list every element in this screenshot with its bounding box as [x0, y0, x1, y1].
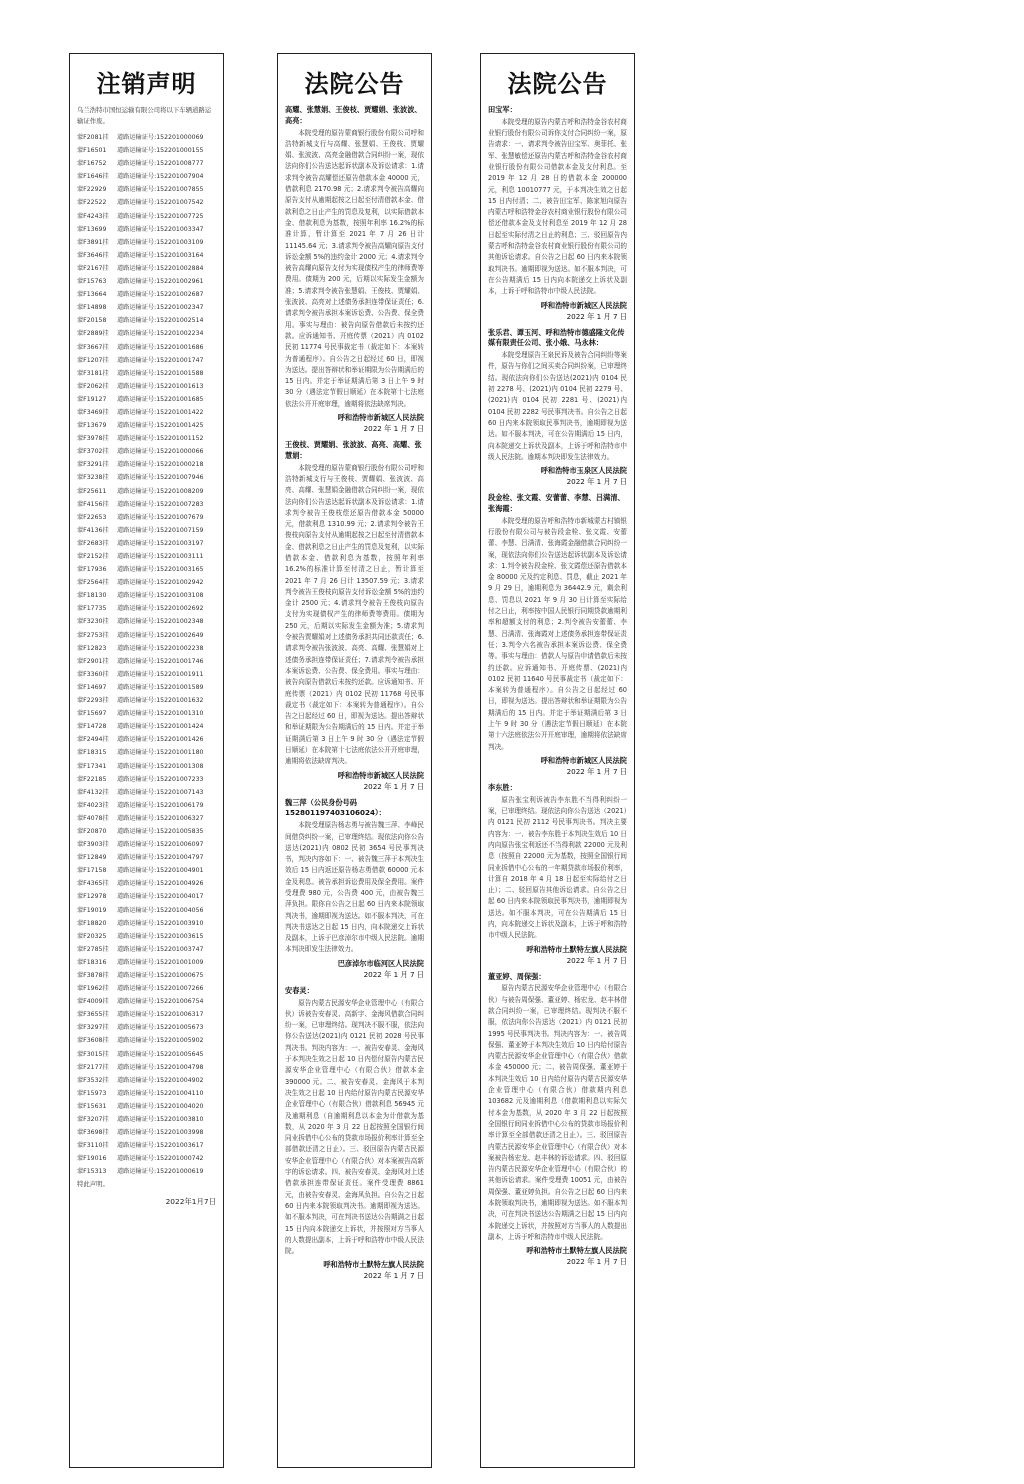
plate-number: 蒙F3608挂 — [77, 1037, 109, 1045]
plate-number: 蒙F3655挂 — [77, 1011, 109, 1019]
plate-number: 蒙F2167挂 — [77, 264, 109, 272]
plate-number: 蒙F3698挂 — [77, 1129, 109, 1137]
plate-number: 蒙F3702挂 — [77, 448, 109, 456]
court-notice — [488, 328, 627, 488]
plate-row — [77, 799, 216, 812]
transport-cert-number: 道路运输证号:152201002348 — [117, 618, 204, 626]
transport-cert-number: 道路运输证号:152201005902 — [117, 1037, 204, 1045]
plate-number: 蒙F2152挂 — [77, 553, 109, 560]
plate-number: 蒙F16501 — [77, 147, 107, 155]
plate-row — [77, 1113, 216, 1126]
transport-cert-number: 道路运输证号:152201002692 — [117, 605, 204, 613]
court-notice-title-2: 法院公告 — [507, 69, 608, 98]
cancellation-title: 注销声明 — [96, 69, 197, 98]
plate-number: 蒙F3181挂 — [77, 369, 109, 377]
plate-number: 蒙F15631 — [77, 1102, 107, 1110]
plate-number: 蒙F14697 — [77, 683, 107, 691]
transport-cert-number: 道路运输证号:152201007855 — [117, 186, 204, 194]
plate-number: 蒙F4156挂 — [77, 500, 109, 508]
transport-cert-number: 道路运输证号:152201006754 — [117, 998, 204, 1006]
plate-number: 蒙F20158 — [77, 317, 107, 325]
plate-number: 蒙F25611 — [77, 487, 107, 495]
plate-row — [77, 642, 216, 655]
court-notice — [488, 972, 627, 1268]
plate-row — [77, 812, 216, 825]
plate-row — [77, 995, 216, 1008]
plate-row — [77, 694, 216, 707]
cancellation-date: 2022年1月7日 — [165, 1196, 216, 1206]
plate-number: 蒙F2901挂 — [77, 657, 109, 665]
notice-court: 巴彦淖尔市临河区人民法院 — [337, 958, 424, 968]
transport-cert-number: 道路运输证号:152201001308 — [117, 762, 204, 770]
plate-row — [77, 786, 216, 799]
plate-row — [77, 563, 216, 576]
transport-cert-number: 道路运输证号:152201003615 — [117, 932, 204, 940]
plate-number: 蒙F22929 — [77, 186, 107, 194]
transport-cert-number: 道路运输证号:152201000675 — [117, 972, 204, 979]
plate-row — [77, 1074, 216, 1087]
plate-number: 蒙F20325 — [77, 932, 107, 940]
plate-row — [77, 969, 216, 982]
transport-cert-number: 道路运输证号:152201002238 — [117, 644, 204, 652]
court-notice-column-2 — [480, 53, 635, 1468]
plate-number: 蒙F3110挂 — [77, 1142, 109, 1150]
plate-number: 蒙F2062挂 — [77, 382, 109, 390]
plate-row — [77, 589, 216, 602]
plate-number: 蒙F1646挂 — [77, 173, 109, 181]
cancellation-footer: 特此声明。 — [77, 1179, 109, 1188]
notice-body: 原告内蒙古民源安华企业管理中心（有限合伙）与被告周保强、董亚婷、杨宏龙、赵丰林借款合同纠纷一案，已审理终结。现判决不服不服，依法向你公告送达（2021）内 0121 民初 1995 号民事判决书。判决内容为：一、被告周保强、董亚婷于本判决生效后 10 日内给付原告内蒙古民源安华企业管理中心（有限合伙）借款本金 450000 元；二、被告周保强、董亚婷于本判决生效后 10 日内给付原告内蒙古民源安华企业管理中心（有限合伙）借款期内利息 103682 元及逾期利息（借款期利息以实际欠付本金为基数，从 2020 年 3 月 22 日起按照全国银行间同业拆借中心公布的贷款市场报价利率计算至全部借款还清之日止）。三、驳回原告内蒙古民源安华企业管理中心（有限合伙）对本案被告杨宏龙、赵丰林的诉讼请求。四、驳回原告内蒙古民源安华企业管理中心（有限合伙）的其他诉讼请求。案件受理费 10051 元，由被告周保强、董亚婷负担。自公告之日起 60 日内来本院领取判决书，逾期即视为送达。如不服本判决，可在判决书送达公告期满之日起 15 日内向本院递交上诉状，并按照对方当事人的人数提出副本，上诉于呼和浩特市中级人民法院。 — [488, 984, 627, 1241]
notice-body: 本院受理的原告蒙商银行股份有限公司呼和浩特新城支行与高耀、张慧娟、王俊枝、贾耀娟、张波波、高亮金融借款合同纠纷一案，现依法向你们公告送达起诉状副本及诉讼请求：1.请求判令被告高耀偿还原告借款本金 40000 元，借款利息 2170.98 元；2.请求判令被告高耀向原告支付从逾期起按之日起至付清借款本金、借款利息之日止产生的罚息及复利，以实际借款本金、借款利息为基数，按照年利率 16.2%的标准计算，暂计算至 2021 年 7 月 26 日计 11145.64 元；3.请求判令被告高耀向原告支付诉讼金额 5%的违约金计 2000 元；4.请求判令被告高耀向原告支付为实现债权产生的律师费等费用。债期为 200 元，后期以实际发生金额为准；5.请求判令被告张慧娟、王俊枝、贾耀娟、张波波、高亮对上述债务承担连带保证责任；6.请求判令被告承担本案诉讼费、公告费、保全费用。事实与理由：被告向原告借款后未按约还款。应诉通知书、开庭传票（2021）内 0102 民初 11774 号民事裁定书（裁定如下：本案转为普通程序）。自公告之日起经过 60 日，即视为送达。提出答辩状和举证期限为公告期满后的 15 日内。并定于举证期满后第 3 日上午 9 时 30 分（遇法定节假日顺延）在本院第十七法庭依法公开开庭审理，逾期将依法缺席判决。 — [285, 128, 424, 408]
transport-cert-number: 道路运输证号:152201004020 — [117, 1102, 204, 1110]
notice-body: 本院受理原告王泉民诉及被告合同纠纷等案件，原告与你们之间买卖合同纠纷案，已审理终结。现依法向你们公告送达(2021)内 0104 民初 2278 号、(2021)内 0104 民初 2279 号、(2021)内 0104 民初 2281 号、(2021)内 0104 民初 2282 号民事判决书。自公告之日起 60 日内来本院领取民事判决书，逾期即视为送达。如不服本判决，可在公告期满后 15 日内，向本院递交上诉状及副本，上诉于呼和浩特市中级人民法院。逾期本判决即发生法律效力。 — [488, 351, 627, 461]
notice-party: 高耀、张慧娟、王俊枝、贾耀娟、张波波、高亮： — [285, 105, 422, 125]
notice-date: 2022 年 1 月 7 日 — [363, 424, 424, 434]
transport-cert-number: 道路运输证号:152201003165 — [117, 566, 204, 574]
court-notice-title-1: 法院公告 — [304, 69, 405, 98]
transport-cert-number: 道路运输证号:152201008209 — [117, 487, 204, 495]
plate-row — [77, 838, 216, 851]
plate-number: 蒙F19127 — [77, 395, 107, 403]
transport-cert-number: 道路运输证号:152201000069 — [117, 134, 204, 141]
plate-number: 蒙F12823 — [77, 644, 107, 652]
plate-number: 蒙F12849 — [77, 854, 107, 862]
transport-cert-number: 道路运输证号:152201001426 — [117, 736, 204, 744]
transport-cert-number: 道路运输证号:152201001685 — [117, 395, 204, 403]
plate-number: 蒙F2494挂 — [77, 736, 109, 744]
notice-court: 呼和浩特市土默特左旗人民法院 — [323, 1260, 424, 1270]
notice-date: 2022 年 1 月 7 日 — [566, 477, 627, 487]
plate-row — [77, 393, 216, 406]
transport-cert-number: 道路运输证号:152201001686 — [117, 343, 204, 351]
plate-row — [77, 943, 216, 956]
plate-row — [77, 327, 216, 340]
court-notice — [488, 493, 627, 777]
notice-body: 原告内蒙古民源安华企业管理中心（有限合伙）诉被告安春灵、高新宇、金海风借款合同纠纷一案，已审理终结。现判决不服不服，依法向你公告送达(2021)内 0121 民初 2028 号民事判决书。判决内容为：一、被告安春灵、金海风于本判决生效之日起 10 日内偿付原告内蒙古民源安华企业管理中心（有限合伙）借款本金 390000 元。二、被告安春灵、金海风于本判决生效之日起 10 日内给付原告内蒙古民源安华企业管理中心（有限合伙）借款利息 56945 元及逾期利息（自逾期利息以本金为计借款为基数，从 2020 年 3 月 22 日起按照全国银行间同业拆借中心公布的贷款市场报价利率计算至全部借款还清之日止）。三、驳回原告内蒙古民源安华企业管理中心（有限合伙）对本案被告高新宇的诉讼请求。四、被告安春灵、金海风对上述借款承担连带保证责任。案件受理费 8861 元，由被告安春灵、金海风负担。自公告之日起 60 日内来本院领取判决书。逾期即视为送达。如不服本判决，可在判决书送达公告期满之日起 15 日内向本院递交上诉状，并按照对方当事人的人数提出副本，上诉于呼和浩特市中级人民法院。 — [285, 998, 424, 1256]
plate-number: 蒙F20870 — [77, 827, 107, 835]
court-notice — [285, 798, 424, 980]
plate-number: 蒙F3646挂 — [77, 251, 109, 259]
transport-cert-number: 道路运输证号:152201004017 — [117, 893, 204, 901]
court-notice — [285, 440, 424, 792]
notice-party: 张乐君、谭玉河、呼和浩特市德盛隆文化传媒有限责任公司、张小娥、马永林： — [488, 327, 625, 348]
plate-number: 蒙F3015挂 — [77, 1050, 109, 1058]
plate-row — [77, 1087, 216, 1100]
notice-court: 呼和浩特市新城区人民法院 — [337, 770, 424, 780]
plate-row — [77, 1021, 216, 1034]
transport-cert-number: 道路运输证号:152201007679 — [117, 513, 204, 521]
court-notice — [488, 105, 627, 322]
notice-party: 董亚婷、周保强： — [488, 971, 546, 981]
transport-cert-number: 道路运输证号:152201002884 — [117, 264, 204, 272]
plate-row — [77, 471, 216, 484]
notice-list-1 — [285, 105, 424, 1281]
transport-cert-number: 道路运输证号:152201006179 — [117, 801, 204, 809]
plate-row — [77, 681, 216, 694]
plate-number: 蒙F3469挂 — [77, 408, 109, 416]
plate-number: 蒙F19016 — [77, 1155, 107, 1163]
plate-row — [77, 196, 216, 209]
plate-number: 蒙F13699 — [77, 225, 107, 233]
transport-cert-number: 道路运输证号:152201003998 — [117, 1129, 204, 1137]
transport-cert-number: 道路运输证号:152201004902 — [117, 1076, 204, 1084]
court-notice — [285, 986, 424, 1282]
cancellation-intro: 乌兰浩特市国恒运输有限公司将以下车辆道路运输证作废。 — [77, 106, 212, 125]
transport-cert-number: 道路运输证号:152201005835 — [117, 827, 204, 835]
plate-row — [77, 1034, 216, 1047]
transport-cert-number: 道路运输证号:152201002347 — [117, 304, 204, 312]
plate-number: 蒙F22185 — [77, 775, 107, 783]
transport-cert-number: 道路运输证号:152201003810 — [117, 1116, 204, 1124]
plate-row — [77, 1008, 216, 1021]
plate-number: 蒙F3360挂 — [77, 670, 109, 678]
plate-row — [77, 249, 216, 262]
plate-number: 蒙F3532挂 — [77, 1076, 109, 1084]
transport-cert-number: 道路运输证号:152201000155 — [117, 147, 204, 155]
transport-cert-number: 道路运输证号:152201007904 — [117, 173, 204, 181]
plate-row — [77, 550, 216, 563]
notice-court: 呼和浩特市新城区人民法院 — [540, 755, 627, 765]
plate-row — [77, 157, 216, 170]
plate-row — [77, 602, 216, 615]
plate-row — [77, 1152, 216, 1165]
transport-cert-number: 道路运输证号:152201003910 — [117, 919, 204, 927]
transport-cert-number: 道路运输证号:152201004110 — [117, 1089, 204, 1097]
transport-cert-number: 道路运输证号:152201001152 — [117, 435, 204, 443]
plate-row — [77, 825, 216, 838]
notice-court: 呼和浩特市新城区人民法院 — [540, 300, 627, 310]
transport-cert-number: 道路运输证号:152201001425 — [117, 422, 204, 430]
transport-cert-number: 道路运输证号:152201001588 — [117, 369, 204, 377]
transport-cert-number: 道路运输证号:152201002514 — [117, 317, 204, 325]
notice-date: 2022 年 1 月 7 日 — [566, 311, 627, 321]
cancellation-notice-column — [69, 53, 224, 1468]
plate-number: 蒙F3903挂 — [77, 841, 109, 849]
transport-cert-number: 道路运输证号:152201004926 — [117, 880, 204, 888]
plate-row — [77, 1165, 216, 1178]
plate-row — [77, 445, 216, 458]
plate-row — [77, 406, 216, 419]
plate-number: 蒙F22522 — [77, 199, 107, 207]
transport-cert-number: 道路运输证号:152201003347 — [117, 225, 204, 233]
court-notice — [285, 105, 424, 434]
plate-number: 蒙F18130 — [77, 592, 107, 600]
plate-number: 蒙F17341 — [77, 762, 107, 770]
plate-row — [77, 511, 216, 524]
plate-number: 蒙F22653 — [77, 513, 107, 521]
transport-cert-number: 道路运输证号:152201007542 — [117, 199, 204, 207]
plate-row — [77, 982, 216, 995]
plate-number: 蒙F19019 — [77, 906, 107, 914]
transport-cert-number: 道路运输证号:152201001589 — [117, 683, 204, 691]
plate-row — [77, 615, 216, 628]
transport-cert-number: 道路运输证号:152201003164 — [117, 251, 204, 259]
notice-court: 呼和浩特市新城区人民法院 — [337, 413, 424, 423]
plate-number: 蒙F18316 — [77, 958, 107, 966]
transport-cert-number: 道路运输证号:152201006317 — [117, 1011, 204, 1019]
transport-cert-number: 道路运输证号:152201000742 — [117, 1155, 204, 1163]
transport-cert-number: 道路运输证号:152201007266 — [117, 985, 204, 993]
notice-court: 呼和浩特市土默特左旗人民法院 — [526, 944, 627, 954]
transport-cert-number: 道路运输证号:152201008777 — [117, 160, 204, 168]
plate-number: 蒙F13664 — [77, 291, 107, 299]
notice-body: 原告张宝利诉被告李东胜不当得利纠纷一案，已审理终结。现依法向你公告送达（2021）内 0121 民初 2112 号民事判决书。判决主要内容为：一、被告李东胜于本判决生效后 10 日内向原告张宝利返还不当得利款 22000 元及利息（按照自 22000 元为基数，按照全国银行间同业拆借中心公布的一年期贷款市场报价利率，计算自 2018 年 4 月 18 日起至实际给付之日止）；二、驳回原告其他诉讼请求。自公告之日起 60 日内来本院领取民事判决书，逾期即视为送达。如不服本判决，可在公告期满后 15 日内，向本院递交上诉状及副本，上诉于呼和浩特市中级人民法院。 — [488, 795, 627, 940]
plate-number: 蒙F3230挂 — [77, 618, 109, 626]
plate-number: 蒙F14728 — [77, 723, 107, 731]
plate-row — [77, 524, 216, 537]
plate-row — [77, 314, 216, 327]
plate-row — [77, 707, 216, 720]
transport-cert-number: 道路运输证号:152201004798 — [117, 1063, 204, 1071]
plate-number: 蒙F2889挂 — [77, 330, 109, 338]
transport-cert-number: 道路运输证号:152201004797 — [117, 854, 204, 862]
plate-number: 蒙F4132挂 — [77, 788, 109, 796]
transport-cert-number: 道路运输证号:152201001180 — [117, 749, 204, 757]
notice-list-2 — [488, 105, 627, 1267]
transport-cert-number: 道路运输证号:152201004901 — [117, 867, 204, 875]
plate-number: 蒙F15763 — [77, 278, 107, 286]
plate-list — [77, 131, 216, 1179]
transport-cert-number: 道路运输证号:152201002649 — [117, 631, 204, 639]
transport-cert-number: 道路运输证号:152201003109 — [117, 238, 204, 246]
transport-cert-number: 道路运输证号:152201002942 — [117, 579, 204, 587]
plate-row — [77, 668, 216, 681]
court-notice-column-1 — [277, 53, 432, 1468]
plate-number: 蒙F3878挂 — [77, 972, 109, 979]
transport-cert-number: 道路运输证号:152201001747 — [117, 356, 204, 364]
notice-date: 2022 年 1 月 7 日 — [363, 781, 424, 791]
plate-number: 蒙F18820 — [77, 919, 107, 927]
transport-cert-number: 道路运输证号:152201001613 — [117, 382, 204, 390]
plate-number: 蒙F4243挂 — [77, 212, 109, 220]
plate-row — [77, 733, 216, 746]
transport-cert-number: 道路运输证号:152201006327 — [117, 814, 204, 822]
plate-number: 蒙F15313 — [77, 1168, 107, 1176]
transport-cert-number: 道路运输证号:152201001746 — [117, 657, 204, 665]
transport-cert-number: 道路运输证号:152201002234 — [117, 330, 204, 338]
plate-row — [77, 537, 216, 550]
plate-row — [77, 1061, 216, 1074]
notice-party: 魏三萍（公民身份号码 152801197403106024）： — [285, 797, 386, 818]
notice-date: 2022 年 1 月 7 日 — [566, 1257, 627, 1267]
plate-row — [77, 629, 216, 642]
plate-row — [77, 1048, 216, 1061]
plate-number: 蒙F17936 — [77, 566, 107, 574]
plate-number: 蒙F4365挂 — [77, 880, 109, 888]
transport-cert-number: 道路运输证号:152201003617 — [117, 1142, 204, 1150]
transport-cert-number: 道路运输证号:152201002961 — [117, 278, 204, 286]
plate-row — [77, 1126, 216, 1139]
plate-row — [77, 1139, 216, 1152]
plate-row — [77, 576, 216, 589]
transport-cert-number: 道路运输证号:152201003747 — [117, 945, 204, 953]
notice-party: 王俊枝、贾耀娟、张波波、高亮、高耀、张慧娟： — [285, 440, 422, 460]
transport-cert-number: 道路运输证号:152201001422 — [117, 408, 204, 416]
notice-party: 安春灵： — [285, 985, 314, 995]
plate-row — [77, 956, 216, 969]
plate-number: 蒙F4009挂 — [77, 998, 109, 1006]
plate-number: 蒙F2753挂 — [77, 631, 109, 639]
plate-row — [77, 851, 216, 864]
plate-number: 蒙F4023挂 — [77, 801, 109, 809]
plate-number: 蒙F4136挂 — [77, 526, 109, 534]
transport-cert-number: 道路运输证号:152201000619 — [117, 1168, 204, 1176]
plate-row — [77, 485, 216, 498]
notice-date: 2022 年 1 月 7 日 — [566, 766, 627, 776]
plate-number: 蒙F14898 — [77, 304, 107, 312]
plate-row — [77, 773, 216, 786]
plate-number: 蒙F2293挂 — [77, 697, 109, 705]
plate-row — [77, 275, 216, 288]
plate-row — [77, 236, 216, 249]
plate-number: 蒙F2785挂 — [77, 945, 109, 953]
notice-party: 李东胜： — [488, 782, 517, 792]
plate-row — [77, 1100, 216, 1113]
plate-row — [77, 746, 216, 759]
transport-cert-number: 道路运输证号:152201000218 — [117, 461, 204, 469]
plate-row — [77, 655, 216, 668]
plate-number: 蒙F3297挂 — [77, 1024, 109, 1032]
plate-number: 蒙F3978挂 — [77, 435, 109, 443]
plate-row — [77, 131, 216, 144]
transport-cert-number: 道路运输证号:152201001632 — [117, 697, 204, 705]
notice-date: 2022 年 1 月 7 日 — [566, 955, 627, 965]
transport-cert-number: 道路运输证号:152201001310 — [117, 710, 204, 718]
plate-row — [77, 262, 216, 275]
plate-row — [77, 367, 216, 380]
transport-cert-number: 道路运输证号:152201003108 — [117, 592, 204, 600]
plate-row — [77, 432, 216, 445]
transport-cert-number: 道路运输证号:152201001009 — [117, 958, 204, 966]
plate-row — [77, 917, 216, 930]
plate-number: 蒙F2081挂 — [77, 134, 109, 141]
notice-date: 2022 年 1 月 7 日 — [363, 1271, 424, 1281]
notice-body: 本院受理的原告呼和浩特市新城蒙古村镇银行股份有限公司与被告段金栓、张文霞、安蕾蕾、李慧、吕满清、张海霞金融借款合同纠纷一案，现依法向你们公告送达起诉状副本及诉讼请求：1.判令被告段金栓、张文霞偿还原告借款本金 80000 元及约定利息、罚息，截止 2021 年 9 月 29 日，逾期利息为 36442.9 元，剩余利息、罚息以 2021 年 9 月 30 日计算至实际给付之日止，利率按中国人民银行同期贷款逾期利率和超额支付的利息；2.判令被告安蕾蕾、李慧、吕满清、张海霞对上述债务承担连带保证责任；3.判令六名被告承担本案诉讼费、保全费等。事实与理由：借款人与原告申请借款后未按约还款。应诉通知书、开庭传票、(2021)内 0102 民初 11640 号民事裁定书（裁定如下：本案转为普通程序）。自公告之日起经过 60 日，即视为送达。提出答辩状和举证期限为公告期满后的 15 日内。并定于举证期满后第 3 日上午 9 时 30 分（遇法定节假日顺延）在本院第十六法庭依法公开开庭审理，逾期将依法缺席判决。 — [488, 516, 627, 751]
plate-number: 蒙F1207挂 — [77, 356, 109, 364]
notice-party: 段金栓、张文霞、安蕾蕾、李慧、吕满清、张海霞： — [488, 493, 625, 513]
transport-cert-number: 道路运输证号:152201001911 — [117, 670, 204, 678]
transport-cert-number: 道路运输证号:152201007725 — [117, 212, 204, 220]
plate-row — [77, 419, 216, 432]
plate-number: 蒙F2683挂 — [77, 539, 109, 547]
plate-number: 蒙F12978 — [77, 893, 107, 901]
plate-number: 蒙F17735 — [77, 605, 107, 613]
plate-row — [77, 183, 216, 196]
plate-row — [77, 301, 216, 314]
notice-body: 本院受理原告杨志勇与被告魏三萍、李峰民间借贷纠纷一案，已审理终结。现依法向你公告送达(2021)内 0802 民初 3654 号民事判决书，判决内容如下：一、被告魏三萍于本判决生效后 15 日内返还原告杨志勇借款 60000 元本金及利息。被告承担诉讼费用及保全费用。案件受理费 980 元，公告费 400 元，由被告魏三萍负担。限你自公告之日起 60 日内来本院领取判决书，逾期即视为送达。如不服本判决，可在判决书送达之日起 15 日内，向本院递交上诉状及副本，上诉于巴彦淖尔市中级人民法院。逾期本判决即发生法律效力。 — [285, 821, 424, 954]
plate-row — [77, 904, 216, 917]
transport-cert-number: 道路运输证号:152201001424 — [117, 723, 204, 731]
notice-court: 呼和浩特市玉泉区人民法院 — [540, 466, 627, 476]
transport-cert-number: 道路运输证号:152201005645 — [117, 1050, 204, 1058]
transport-cert-number: 道路运输证号:152201004056 — [117, 906, 204, 914]
plate-number: 蒙F2564挂 — [77, 579, 109, 587]
transport-cert-number: 道路运输证号:152201007143 — [117, 788, 204, 796]
plate-row — [77, 720, 216, 733]
transport-cert-number: 道路运输证号:152201002687 — [117, 291, 204, 299]
plate-row — [77, 864, 216, 877]
transport-cert-number: 道路运输证号:152201007159 — [117, 526, 204, 534]
transport-cert-number: 道路运输证号:152201007283 — [117, 500, 204, 508]
court-notice — [488, 783, 627, 966]
plate-row — [77, 877, 216, 890]
plate-number: 蒙F3207挂 — [77, 1116, 109, 1124]
notice-body: 本院受理的原告内蒙古呼和浩特金谷农村商业银行股份有限公司诉你支付合同纠纷一案，原告请求：一、请求判令被告田宝军、奥菲托、张军、张慧敏偿还原告内蒙古呼和浩特金谷农村商业银行股份有限公司借款本金及支付利息。至 2019 年 12 月 28 日的借款本金 200000 元，利息 10010777 元，于本判决生效之日起 15 日内付清；二、被告田宝军、陈家旭向原告内蒙古呼和浩特金谷农村商业银行股份有限公司偿还借款本金及支付利息至 2019 年 12 月 28 日起至实际付清之日止的利息；三、驳回原告内蒙古呼和浩特金谷农村商业银行股份有限公司的其他诉讼请求。自公告之日起 60 日内来本院领取判决书。逾期即视为送达。如不服本判决，可在公告期满后 15 日内向本院递交上诉状及副本，上诉于呼和浩特市中级人民法院。 — [488, 117, 627, 296]
plate-number: 蒙F2177挂 — [77, 1063, 109, 1071]
transport-cert-number: 道路运输证号:152201007946 — [117, 474, 204, 482]
plate-row — [77, 170, 216, 183]
transport-cert-number: 道路运输证号:152201006097 — [117, 841, 204, 849]
transport-cert-number: 道路运输证号:152201007233 — [117, 775, 204, 783]
transport-cert-number: 道路运输证号:152201003197 — [117, 539, 204, 547]
transport-cert-number: 道路运输证号:152201003111 — [117, 553, 204, 560]
plate-number: 蒙F3891挂 — [77, 238, 109, 246]
notice-court: 呼和浩特市土默特左旗人民法院 — [526, 1246, 627, 1256]
notice-date: 2022 年 1 月 7 日 — [363, 969, 424, 979]
plate-number: 蒙F15973 — [77, 1089, 107, 1097]
plate-number: 蒙F4078挂 — [77, 814, 109, 822]
notice-party: 田宝军： — [488, 105, 517, 114]
plate-row — [77, 890, 216, 903]
plate-row — [77, 341, 216, 354]
plate-row — [77, 380, 216, 393]
plate-number: 蒙F16752 — [77, 160, 107, 168]
plate-number: 蒙F3667挂 — [77, 343, 109, 351]
plate-number: 蒙F17158 — [77, 867, 107, 875]
plate-number: 蒙F13679 — [77, 422, 107, 430]
plate-row — [77, 288, 216, 301]
plate-number: 蒙F3291挂 — [77, 461, 109, 469]
plate-row — [77, 458, 216, 471]
plate-row — [77, 760, 216, 773]
plate-number: 蒙F1962挂 — [77, 985, 109, 993]
plate-row — [77, 930, 216, 943]
transport-cert-number: 道路运输证号:152201000066 — [117, 448, 204, 456]
plate-row — [77, 210, 216, 223]
transport-cert-number: 道路运输证号:152201005673 — [117, 1024, 204, 1032]
plate-row — [77, 354, 216, 367]
plate-row — [77, 223, 216, 236]
plate-number: 蒙F15697 — [77, 710, 107, 718]
notice-body: 本院受理的原告蒙商银行股份有限公司呼和浩特新城支行与王俊枝、贾耀娟、张波波、高亮、高耀、张慧娟金融借款合同纠纷一案，现依法向你们公告送达起诉状副本及诉讼请求：1.请求判令被告王俊枝偿还原告借款本金 50000 元，借款利息 1310.99 元；2.请求判令被告王俊枝向原告支付从逾期起按之日起至付清借款本金、借款利息之日止产生的罚息及复利，以实际借款本金、借款利息为基数，按照年利率 16.2%的标准计算至付清之日止，暂计算至 2021 年 7 月 26 日计 13507.59 元；3.请求判令被告王俊枝向原告支付诉讼金额 5%的违约金计 2500 元；4.请求判令被告王俊枝向原告支付为实现债权产生的律师费等费用。债期为 250 元，后期以实际发生金额为准；5.请求判令被告贾耀娟对上述债务承担共同还款责任；6.请求判令被告张波波、高亮、高耀、张慧娟对上述债务承担连带保证责任；7.请求判令被告承担本案诉讼费、公告费、保全费用。事实与理由：被告向原告借款后未按约还款。应诉通知书、开庭传票（2021）内 0102 民初 11768 号民事裁定书（裁定如下：本案转为普通程序）。自公告之日起经过 60 日，即视为送达。提出答辩状和举证期限为公告期满后的 15 日内。并定于举证期满后第 3 日上午 9 时 30 分（遇法定节假日顺延）在本院第十七法庭依法公开开庭审理，逾期将依法缺席判决。 — [285, 463, 424, 766]
plate-row — [77, 498, 216, 511]
plate-number: 蒙F3238挂 — [77, 474, 109, 482]
plate-number: 蒙F18315 — [77, 749, 107, 757]
plate-row — [77, 144, 216, 157]
